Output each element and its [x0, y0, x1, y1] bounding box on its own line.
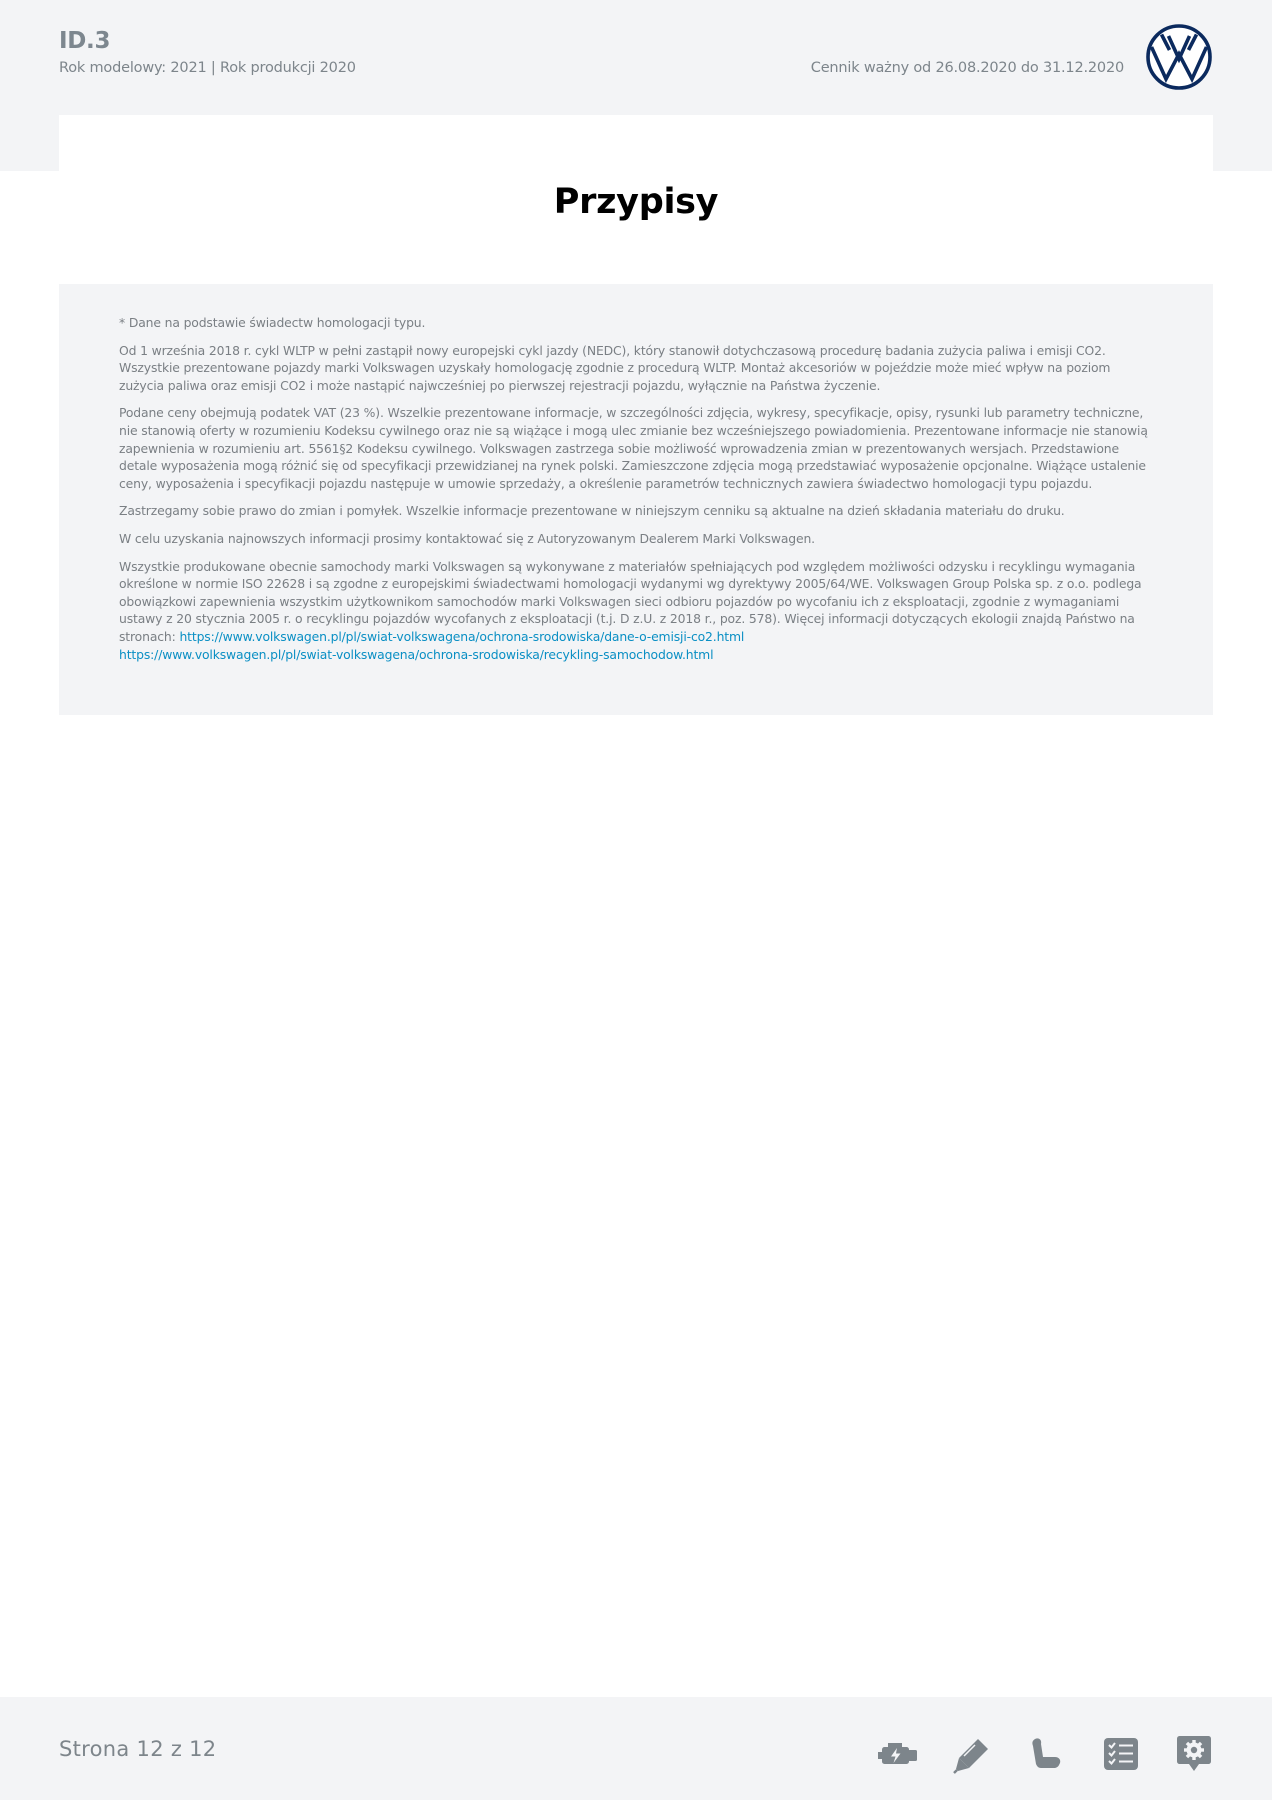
- page-title: Przypisy: [553, 182, 719, 222]
- footnote-paragraph: * Dane na podstawie świadectw homologacji typu.: [119, 315, 426, 330]
- pen-icon[interactable]: [953, 1734, 993, 1774]
- checklist-icon[interactable]: [1101, 1734, 1141, 1774]
- title-panel: [59, 115, 1213, 175]
- footnote-paragraph: W celu uzyskania najnowszych informacji prosimy kontaktować się z Autoryzowanym Dealerem Marki Volkswagen.: [119, 530, 815, 546]
- footnote-paragraph: Podane ceny obejmują podatek VAT (23 %). Wszelkie prezentowane informacje, w szczególności zdjęcia, wykresy, specyfikacje, opisy, rysunki lub parametry techniczne, nie stanowią oferty w rozumieniu Kodeksu cywilnego oraz nie są wiążące i mogą ulec zmianie bez wcześniejszego powiadomienia. Prezentowane informacje nie stanowią zapewnienia w rozumieniu art. 5561§2 Kodeksu cywilnego. Volkswagen zastrzega sobie możliwość wprowadzenia zmian w prezentowanych wersjach. Przedstawione detale wyposażenia mogą różnić się od specyfikacji przewidzianej na rynek polski. Zamieszczone zdjęcia mogą przedstawiać wyposażenie opcjonalne. Wiążące ustalenie ceny, wyposażenia i specyfikacji pojazdu następuje w umowie sprzedaży, a określenie parametrów technicznych zawiera świadectwo homologacji typu pojazdu.: [119, 405, 1148, 491]
- ecology-text: Wszystkie produkowane obecnie samochody marki Volkswagen są wykonywane z materiałów spełniających pod względem możliwości odzysku i recyklingu wymagania określone w normie ISO 22628 i są zgodne z europejskimi świadectwami homologacji wydanymi wg dyrektywy 2005/64/WE. Volkswagen Group Polska sp. z o.o. podlega obowiązkowi zapewnienia wszystkim użytkownikom samochodów marki Volkswagen sieci odbioru pojazdów po wycofaniu ich z eksploatacji, zgodnie z wymaganiami ustawy z 20 stycznia 2005 r. o recyklingu pojazdów wycofanych z eksploatacji (t.j. D z.U. z 2018 r., poz. 578). Więcej informacji dotyczących ekologii znajdą Państwo na stronach:: [119, 558, 1142, 644]
- electric-engine-icon[interactable]: [878, 1734, 918, 1774]
- footnote-paragraph-ecology: [119, 558, 1159, 664]
- footer-navigation: [0, 1734, 1272, 1774]
- footnotes-content: [119, 314, 1159, 673]
- recycling-link[interactable]: https://www.volkswagen.pl/pl/swiat-volkswagena/ochrona-srodowiska/recykling-samochodow.html: [119, 646, 714, 662]
- footnotes-box: [59, 284, 1213, 715]
- price-list-validity: Cennik ważny od 26.08.2020 do 31.12.2020: [810, 60, 1124, 76]
- page-number: Strona 12 z 12: [59, 1737, 217, 1761]
- footnote-paragraph: Zastrzegamy sobie prawo do zmian i pomyłek. Wszelkie informacje prezentowane w niniejszym cenniku są aktualne na dzień składania materiału do druku.: [119, 503, 1065, 519]
- seat-icon[interactable]: [1027, 1734, 1067, 1774]
- volkswagen-logo-icon: [1146, 24, 1212, 90]
- model-title: ID.3: [59, 28, 111, 54]
- settings-icon[interactable]: [1174, 1734, 1214, 1774]
- footer: [0, 1697, 1272, 1800]
- co2-emission-link[interactable]: https://www.volkswagen.pl/pl/swiat-volkswagena/ochrona-srodowiska/dane-o-emisji-co2.html: [179, 628, 745, 644]
- footnote-paragraph: Od 1 września 2018 r. cykl WLTP w pełni zastąpił nowy europejski cykl jazdy (NEDC), który stanowił dotychczasową procedurę badania zużycia paliwa i emisji CO2. Wszystkie prezentowane pojazdy marki Volkswagen uzyskały homologację zgodnie z procedurą WLTP. Montaż akcesoriów w pojeździe może mieć wpływ na poziom zużycia paliwa oraz emisji CO2 i może nastąpić najwcześniej po pierwszej rejestracji pojazdu, wyłącznie na Państwa życzenie.: [119, 342, 1111, 393]
- model-year-info: Rok modelowy: 2021 | Rok produkcji 2020: [59, 60, 356, 76]
